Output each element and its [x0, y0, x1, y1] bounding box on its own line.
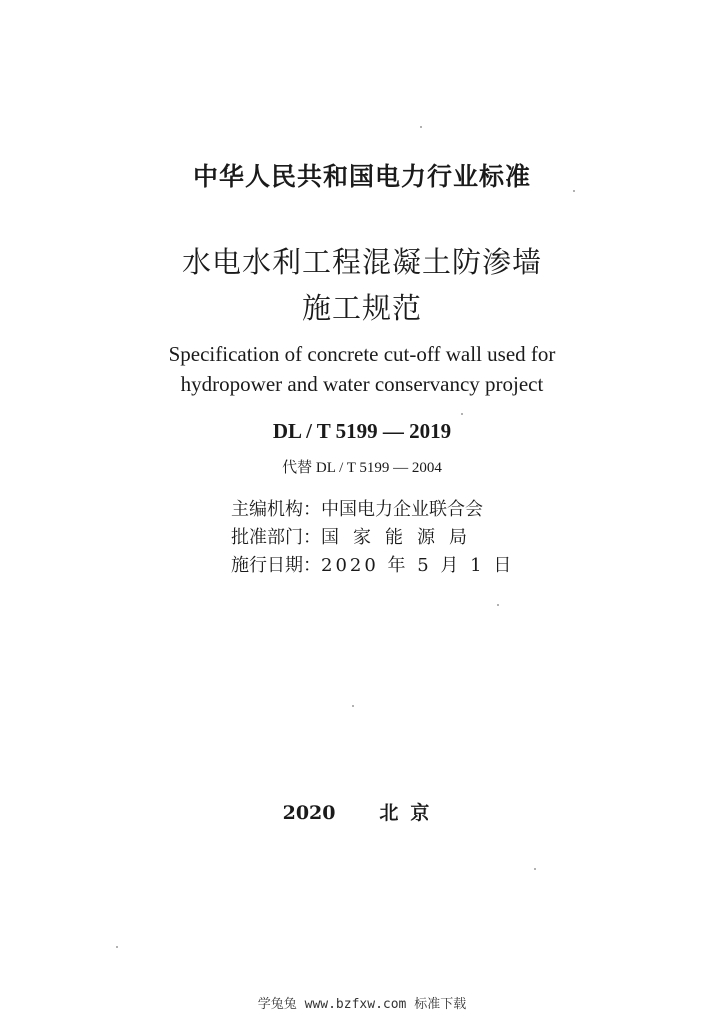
- approver-value: 国家能源局: [321, 527, 481, 548]
- editor-row: [231, 496, 514, 524]
- standard-type-heading: 中华人民共和国电力行业标准: [192, 162, 531, 191]
- scan-speck: [534, 868, 536, 870]
- effective-date-row: [231, 552, 514, 580]
- effective-date-label: 施行日期：: [231, 555, 321, 576]
- scan-speck: [497, 604, 499, 606]
- replaces-standard: 代替 DL / T 5199 — 2004: [282, 460, 442, 476]
- title-en-line2: hydropower and water conservancy project: [180, 372, 544, 396]
- publication-city: 北京: [379, 802, 442, 824]
- standard-code: DL / T 5199 — 2019: [272, 419, 452, 443]
- publication-year: 2020: [282, 802, 336, 824]
- watermark-footer: 学兔兔 www.bzfxw.com 标准下载: [257, 997, 467, 1012]
- title-en-line1: Specification of concrete cut-off wall used for: [168, 342, 556, 366]
- approver-row: [231, 524, 514, 552]
- scan-speck: [352, 705, 354, 707]
- publication-line: [0, 798, 724, 825]
- scan-speck: [461, 413, 463, 415]
- title-zh-line1: 水电水利工程混凝土防渗墙: [181, 245, 542, 279]
- effective-date-value: 2020 年 5 月 1 日: [321, 555, 515, 576]
- approver-label: 批准部门：: [231, 527, 321, 548]
- editor-value: 中国电力企业联合会: [321, 499, 483, 520]
- scan-speck: [573, 190, 575, 192]
- title-zh-line2: 施工规范: [301, 291, 422, 325]
- scan-speck: [420, 126, 422, 128]
- scan-speck: [116, 946, 118, 948]
- editor-label: 主编机构：: [231, 499, 321, 520]
- info-block: [231, 496, 514, 580]
